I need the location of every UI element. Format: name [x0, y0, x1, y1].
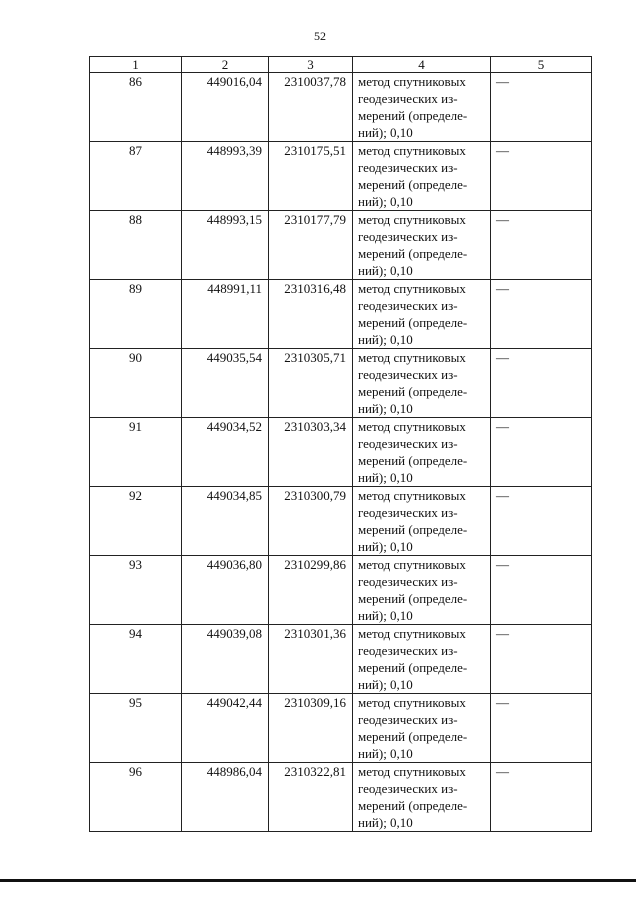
note-cell: —: [491, 142, 592, 211]
point-number-cell: 88: [90, 211, 182, 280]
y-coordinate-cell: 2310322,81: [269, 763, 353, 832]
column-header-note: 5: [491, 57, 592, 73]
table-row: [90, 763, 592, 832]
method-cell: [353, 763, 491, 832]
y-coordinate-cell: 2310175,51: [269, 142, 353, 211]
method-line: геодезических из-: [358, 91, 458, 106]
method-line: метод спутниковых: [358, 557, 466, 572]
method-line: ний); 0,10: [358, 470, 413, 485]
method-cell: [353, 142, 491, 211]
method-cell: [353, 349, 491, 418]
point-number-cell: 91: [90, 418, 182, 487]
point-number-cell: 90: [90, 349, 182, 418]
table-row: [90, 211, 592, 280]
table-row: [90, 73, 592, 142]
point-number-cell: 96: [90, 763, 182, 832]
x-coordinate-cell: 448991,11: [182, 280, 269, 349]
point-number-cell: 87: [90, 142, 182, 211]
coordinates-table: [89, 56, 592, 832]
table-row: [90, 556, 592, 625]
table-row: [90, 142, 592, 211]
method-line: метод спутниковых: [358, 764, 466, 779]
table-row: [90, 487, 592, 556]
column-header-method: 4: [353, 57, 491, 73]
note-cell: —: [491, 625, 592, 694]
method-line: мерений (определе-: [358, 729, 468, 744]
method-cell: [353, 280, 491, 349]
method-line: мерений (определе-: [358, 246, 468, 261]
method-line: метод спутниковых: [358, 419, 466, 434]
method-line: ний); 0,10: [358, 263, 413, 278]
note-cell: —: [491, 556, 592, 625]
method-line: ний); 0,10: [358, 815, 413, 830]
method-line: мерений (определе-: [358, 591, 468, 606]
method-cell: [353, 73, 491, 142]
x-coordinate-cell: 449036,80: [182, 556, 269, 625]
y-coordinate-cell: 2310316,48: [269, 280, 353, 349]
note-cell: —: [491, 349, 592, 418]
method-line: мерений (определе-: [358, 660, 468, 675]
method-line: метод спутниковых: [358, 350, 466, 365]
point-number-cell: 86: [90, 73, 182, 142]
method-line: мерений (определе-: [358, 177, 468, 192]
x-coordinate-cell: 449042,44: [182, 694, 269, 763]
point-number-cell: 93: [90, 556, 182, 625]
y-coordinate-cell: 2310177,79: [269, 211, 353, 280]
point-number-cell: 94: [90, 625, 182, 694]
y-coordinate-cell: 2310300,79: [269, 487, 353, 556]
table-row: [90, 625, 592, 694]
method-line: ний); 0,10: [358, 194, 413, 209]
method-cell: [353, 418, 491, 487]
x-coordinate-cell: 449034,52: [182, 418, 269, 487]
method-cell: [353, 211, 491, 280]
method-line: геодезических из-: [358, 298, 458, 313]
y-coordinate-cell: 2310037,78: [269, 73, 353, 142]
method-line: геодезических из-: [358, 160, 458, 175]
table-row: [90, 694, 592, 763]
note-cell: —: [491, 211, 592, 280]
method-line: геодезических из-: [358, 712, 458, 727]
y-coordinate-cell: 2310299,86: [269, 556, 353, 625]
method-line: геодезических из-: [358, 436, 458, 451]
x-coordinate-cell: 449039,08: [182, 625, 269, 694]
method-line: метод спутниковых: [358, 695, 466, 710]
method-line: ний); 0,10: [358, 401, 413, 416]
method-line: мерений (определе-: [358, 798, 468, 813]
table-body: [90, 73, 592, 832]
note-cell: —: [491, 73, 592, 142]
method-line: ний); 0,10: [358, 746, 413, 761]
note-cell: —: [491, 694, 592, 763]
note-cell: —: [491, 280, 592, 349]
table-row: [90, 418, 592, 487]
column-header-y: 3: [269, 57, 353, 73]
x-coordinate-cell: 448993,39: [182, 142, 269, 211]
note-cell: —: [491, 763, 592, 832]
point-number-cell: 92: [90, 487, 182, 556]
y-coordinate-cell: 2310309,16: [269, 694, 353, 763]
method-line: ний); 0,10: [358, 677, 413, 692]
method-cell: [353, 625, 491, 694]
method-line: мерений (определе-: [358, 315, 468, 330]
method-line: ний); 0,10: [358, 539, 413, 554]
table-header-row: [90, 57, 592, 73]
x-coordinate-cell: 448986,04: [182, 763, 269, 832]
page-number: 52: [314, 29, 326, 43]
method-line: геодезических из-: [358, 574, 458, 589]
method-line: метод спутниковых: [358, 143, 466, 158]
method-line: метод спутниковых: [358, 74, 466, 89]
table-row: [90, 280, 592, 349]
method-line: метод спутниковых: [358, 488, 466, 503]
note-cell: —: [491, 487, 592, 556]
method-line: мерений (определе-: [358, 384, 468, 399]
method-line: метод спутниковых: [358, 212, 466, 227]
method-line: геодезических из-: [358, 229, 458, 244]
point-number-cell: 95: [90, 694, 182, 763]
point-number-cell: 89: [90, 280, 182, 349]
method-cell: [353, 694, 491, 763]
y-coordinate-cell: 2310305,71: [269, 349, 353, 418]
x-coordinate-cell: 448993,15: [182, 211, 269, 280]
method-line: метод спутниковых: [358, 281, 466, 296]
method-line: мерений (определе-: [358, 453, 468, 468]
y-coordinate-cell: 2310303,34: [269, 418, 353, 487]
method-cell: [353, 556, 491, 625]
method-line: ний); 0,10: [358, 332, 413, 347]
method-line: метод спутниковых: [358, 626, 466, 641]
column-header-number: 1: [90, 57, 182, 73]
method-line: геодезических из-: [358, 505, 458, 520]
column-header-x: 2: [182, 57, 269, 73]
y-coordinate-cell: 2310301,36: [269, 625, 353, 694]
method-line: геодезических из-: [358, 643, 458, 658]
x-coordinate-cell: 449016,04: [182, 73, 269, 142]
method-line: ний); 0,10: [358, 608, 413, 623]
bottom-rule: [0, 879, 636, 882]
method-line: геодезических из-: [358, 781, 458, 796]
method-line: мерений (определе-: [358, 522, 468, 537]
method-line: мерений (определе-: [358, 108, 468, 123]
x-coordinate-cell: 449034,85: [182, 487, 269, 556]
x-coordinate-cell: 449035,54: [182, 349, 269, 418]
note-cell: —: [491, 418, 592, 487]
method-line: ний); 0,10: [358, 125, 413, 140]
table-row: [90, 349, 592, 418]
method-line: геодезических из-: [358, 367, 458, 382]
method-cell: [353, 487, 491, 556]
